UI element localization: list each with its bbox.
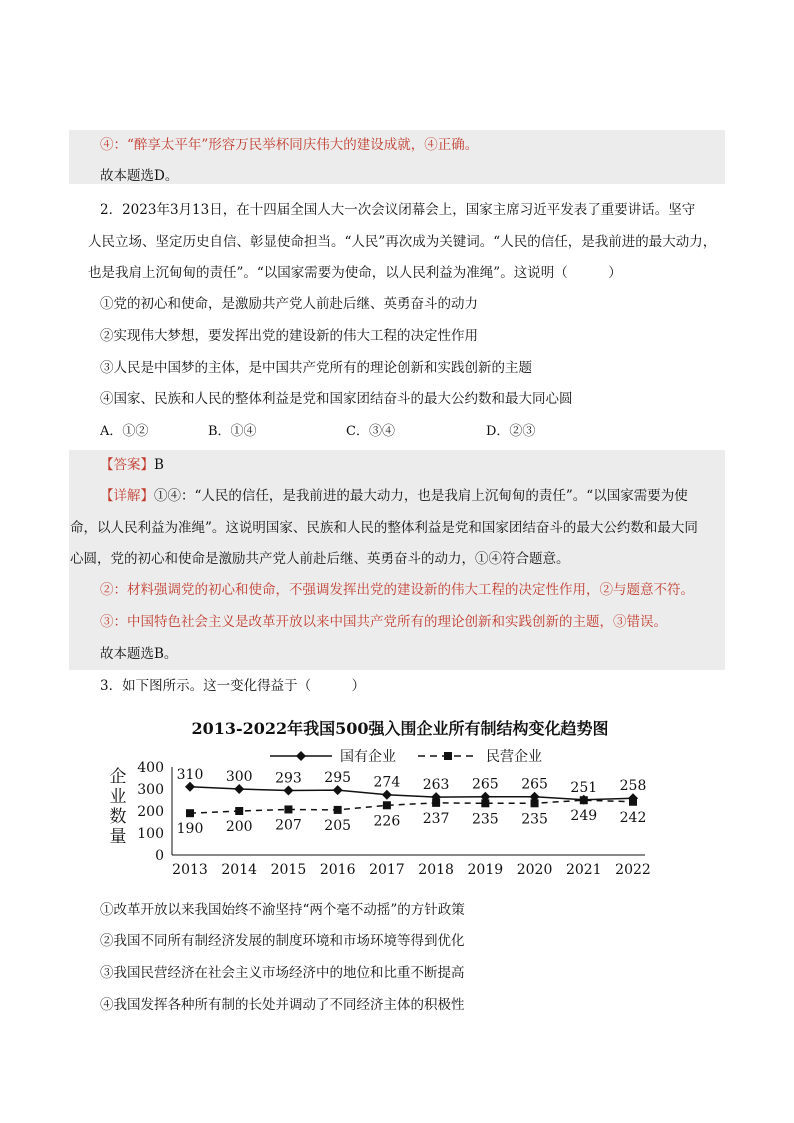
legend-marker-square [444, 752, 452, 760]
data-label: 310 [176, 766, 204, 783]
q2-option-a: A．①② [100, 424, 149, 439]
data-point [382, 790, 392, 800]
legend-marker-diamond [296, 751, 306, 761]
data-point [383, 801, 391, 809]
chart-plot-area [177, 767, 647, 837]
x-tick-label: 2018 [418, 862, 454, 878]
q2-statement-3: ③人民是中国梦的主体，是中国共产党所有的理论创新和实践创新的主题 [100, 360, 532, 376]
x-tick-label: 2022 [615, 862, 651, 878]
y-axis-label-char: 业 [109, 787, 127, 807]
data-label: 265 [471, 776, 499, 793]
data-point [629, 798, 637, 806]
y-axis-label-char: 数 [109, 807, 127, 827]
y-tick-label: 400 [137, 760, 164, 776]
data-label: 295 [324, 770, 352, 787]
y-axis-label-char: 量 [109, 827, 127, 847]
q2-detail-item2: ②：材料强调党的初心和使命，不强调发挥出党的建设新的伟大工程的决定性作用，②与题意不符。 [100, 582, 694, 598]
chart-title: 2013-2022年我国500强入围企业所有制结构变化趋势图 [191, 719, 609, 738]
answer-label: 【答案】 [100, 457, 154, 473]
legend-label-1: 国有企业 [340, 749, 396, 765]
chart-legend [270, 748, 542, 765]
data-label: 265 [521, 776, 548, 793]
data-label: 258 [619, 778, 647, 795]
q2-stem-line3: 也是我肩上沉甸甸的责任”。“以国家需要为使命，以人民利益为准绳”。这说明（ ） [88, 265, 622, 281]
y-tick-label: 100 [137, 826, 164, 842]
q3-statement-3: ③我国民营经济在社会主义市场经济中的地位和比重不断提高 [100, 965, 465, 981]
data-label: 235 [471, 811, 499, 828]
x-tick-label: 2021 [565, 862, 602, 878]
x-tick-label: 2015 [270, 862, 307, 878]
data-point [234, 784, 244, 794]
x-tick-label: 2019 [467, 862, 504, 878]
answer-value: B [154, 457, 164, 473]
y-axis-label-char: 企 [109, 767, 127, 787]
x-tick-label: 2016 [319, 862, 356, 878]
data-point [186, 809, 194, 817]
data-label: 293 [275, 770, 302, 787]
q2-stem-line1: 2．2023年3月13日，在十四届全国人大一次会议闭幕会上，国家主席习近平发表了重要讲话。坚守 [100, 202, 696, 218]
legend-label-2: 民营企业 [486, 749, 542, 765]
x-tick-label: 2013 [172, 862, 208, 878]
data-label: 200 [225, 819, 253, 835]
series-line-1 [190, 787, 633, 800]
q2-conclusion: 故本题选B。 [100, 646, 178, 662]
detail-label: 【详解】 [100, 488, 154, 504]
data-label: 249 [570, 808, 598, 825]
data-point [284, 805, 292, 813]
y-tick-label: 200 [137, 804, 164, 820]
detail-text-1: ①④：“人民的信任，是我前进的最大动力，也是我肩上沉甸甸的责任”。“以国家需要为使 [154, 488, 688, 504]
q2-option-c: C．③④ [346, 424, 395, 439]
q2-detail-line3: 心圆，党的初心和使命是激励共产党人前赴后继、英勇奋斗的动力，①④符合题意。 [70, 551, 570, 567]
data-label: 205 [324, 817, 352, 834]
data-label: 237 [422, 810, 450, 827]
data-point [235, 807, 243, 815]
data-point [580, 796, 588, 804]
q2-detail-item3: ③：中国特色社会主义是改革开放以来中国共产党所有的理论创新和实践创新的主题，③错误。 [100, 614, 667, 630]
q2-answer [100, 455, 164, 475]
data-point [185, 782, 195, 792]
data-label: 251 [570, 779, 598, 796]
q2-stem-line2: 人民立场、坚定历史自信、彰显使命担当。“人民”再次成为关键词。“人民的信任，是我前进的最大动力， [88, 234, 717, 250]
q3-statement-2: ②我国不同所有制经济发展的制度环境和市场环境等得到优化 [100, 933, 465, 949]
y-tick-label: 0 [155, 848, 164, 864]
q2-statement-2: ②实现伟大梦想，要发挥出党的建设新的伟大工程的决定性作用 [100, 328, 478, 344]
q2-detail-line1 [100, 486, 688, 506]
series-line-2 [190, 800, 633, 813]
previous-explanation-item4: ④：“醉享太平年”形容万民举杯同庆伟大的建设成就，④正确。 [100, 137, 479, 153]
ownership-trend-chart [100, 712, 660, 882]
q3-stem: 3．如下图所示。这一变化得益于（ ） [100, 678, 366, 694]
q2-option-b: B．①④ [208, 424, 257, 439]
data-label: 300 [225, 769, 253, 785]
data-point [481, 799, 489, 807]
data-label: 207 [275, 817, 302, 834]
x-tick-label: 2014 [221, 862, 258, 878]
data-point [432, 799, 440, 807]
q2-statement-1: ①党的初心和使命，是激励共产党人前赴后继、英勇奋斗的动力 [100, 296, 478, 312]
previous-conclusion: 故本题选D。 [100, 168, 179, 184]
data-label: 274 [373, 774, 401, 791]
y-tick-label: 300 [137, 782, 164, 798]
x-tick-label: 2017 [369, 862, 405, 878]
data-point [531, 799, 539, 807]
q3-statement-4: ④我国发挥各种所有制的长处并调动了不同经济主体的积极性 [100, 997, 465, 1013]
data-point [334, 806, 342, 814]
q3-statement-1: ①改革开放以来我国始终不渝坚持“两个毫不动摇”的方针政策 [100, 902, 465, 918]
data-label: 242 [619, 809, 647, 826]
q2-statement-4: ④国家、民族和人民的整体利益是党和国家团结奋斗的最大公约数和最大同心圆 [100, 391, 573, 407]
data-label: 190 [176, 821, 204, 838]
data-label: 235 [521, 811, 548, 828]
x-tick-label: 2020 [516, 862, 553, 878]
q2-detail-line2: 命，以人民利益为准绳”。这说明国家、民族和人民的整体利益是党和国家团结奋斗的最大公约数和最大同 [70, 520, 698, 536]
q2-option-d: D．②③ [486, 424, 536, 439]
data-label: 263 [422, 777, 450, 794]
data-point [283, 786, 293, 796]
data-label: 226 [373, 813, 401, 830]
data-point [333, 785, 343, 795]
